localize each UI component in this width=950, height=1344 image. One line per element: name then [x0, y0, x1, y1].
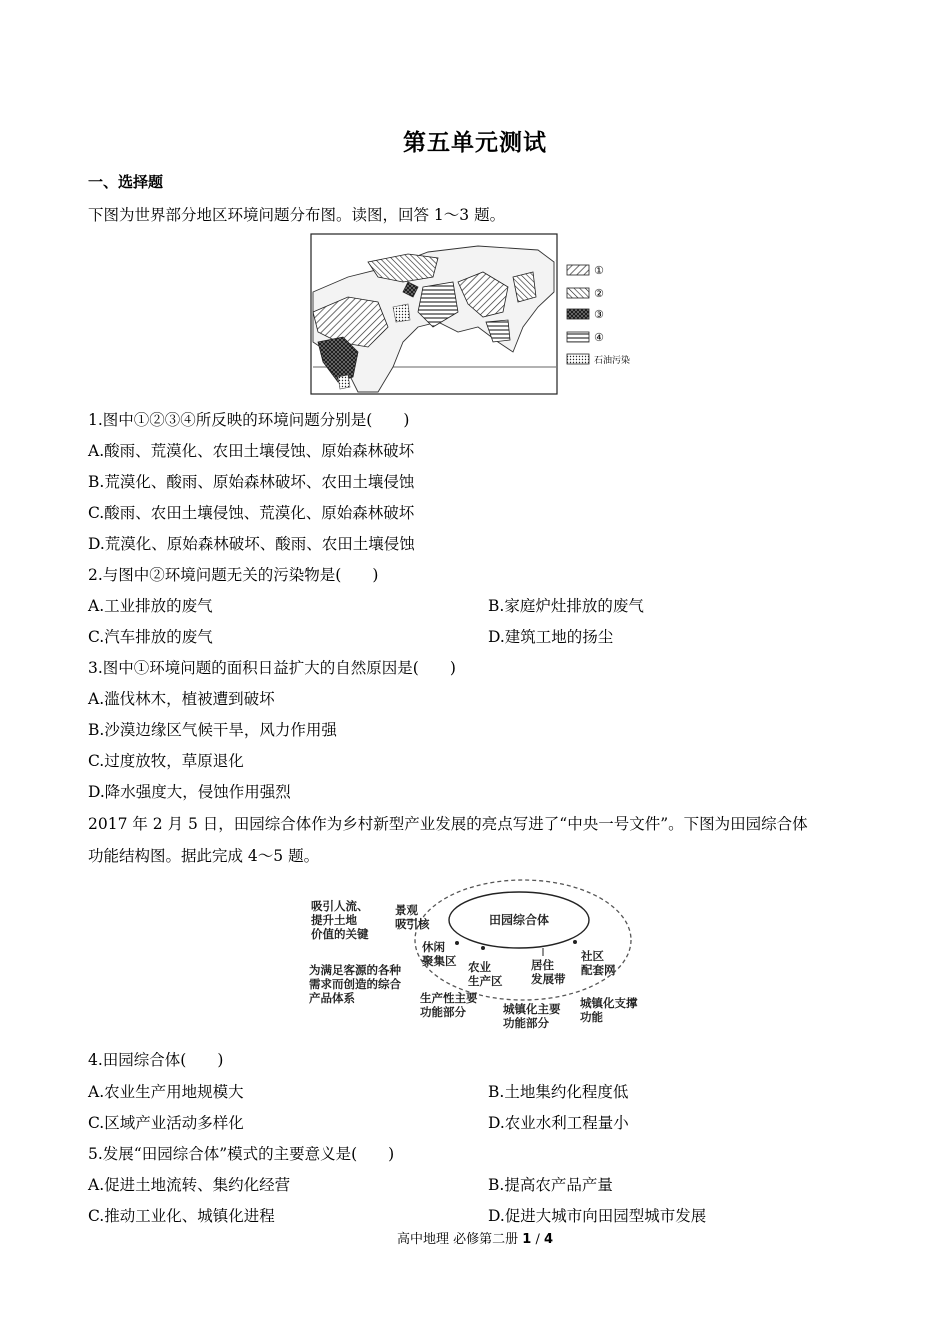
- q5-stem: 5.发展“田园综合体”模式的主要意义是( ): [88, 1145, 395, 1163]
- node-juzhu-line-2: 发展带: [531, 972, 566, 986]
- section-heading: 一、选择题: [88, 173, 164, 191]
- q3-option-b: B.沙漠边缘区气候干旱，风力作用强: [88, 721, 337, 739]
- left-note-1-line-1: 吸引人流、: [311, 899, 369, 913]
- legend-label-1: ①: [594, 264, 604, 277]
- intro-text-2-line-1: 2017 年 2 月 5 日，田园综合体作为乡村新型产业发展的亮点写进了“中央一号文件”。下图为田园综合体: [88, 815, 808, 833]
- left-note-2-line-3: 产品体系: [309, 991, 355, 1005]
- q2-option-d: D.建筑工地的扬尘: [488, 628, 614, 646]
- footer-page-total: 4: [543, 1232, 554, 1247]
- q3-option-a: A.滥伐林木，植被遭到破坏: [88, 690, 275, 708]
- legend-label-oil: 石油污染: [594, 356, 631, 366]
- q5-option-b: B.提高农产品产量: [488, 1176, 613, 1194]
- intro-text-2-line-2: 功能结构图。据此完成 4～5 题。: [88, 847, 320, 865]
- footer-text: 高中地理 必修第二册: [396, 1232, 519, 1247]
- q2-option-b: B.家庭炉灶排放的废气: [488, 597, 644, 615]
- left-note-1-line-3: 价值的关键: [311, 927, 369, 941]
- node-xiuxian-line-2: 聚集区: [422, 954, 457, 968]
- q2-option-c: C.汽车排放的废气: [88, 628, 213, 646]
- q4-option-a: A.农业生产用地规模大: [88, 1083, 244, 1101]
- page-footer: [0, 1228, 950, 1247]
- left-note-1-line-2: 提升土地: [311, 913, 357, 927]
- center-label: 田园综合体: [488, 913, 550, 927]
- q4-option-d: D.农业水利工程量小: [488, 1114, 629, 1132]
- bottom-note-3-line-1: 城镇化支撑: [580, 996, 638, 1010]
- bottom-note-1-line-1: 生产性主要: [420, 991, 478, 1005]
- node-juzhu-line-1: 居住: [531, 958, 554, 972]
- q5-option-c: C.推动工业化、城镇化进程: [88, 1207, 275, 1225]
- bottom-note-3-line-2: 功能: [580, 1010, 603, 1024]
- legend-label-2: ②: [594, 287, 604, 300]
- map-legend: [567, 264, 630, 366]
- legend-label-4: ④: [594, 331, 604, 344]
- q5-option-a: A.促进土地流转、集约化经营: [88, 1176, 291, 1194]
- q1-option-c: C.酸雨、农田土壤侵蚀、荒漠化、原始森林破坏: [88, 504, 415, 522]
- world-environment-map: [308, 232, 650, 398]
- bottom-note-1-line-2: 功能部分: [420, 1005, 466, 1019]
- function-structure-diagram: [305, 876, 650, 1038]
- q3-option-d: D.降水强度大，侵蚀作用强烈: [88, 783, 291, 801]
- footer-separator: /: [535, 1232, 540, 1247]
- q3-stem: 3.图中①环境问题的面积日益扩大的自然原因是( ): [88, 659, 456, 677]
- intro-text-1: 下图为世界部分地区环境问题分布图。读图，回答 1～3 题。: [88, 206, 506, 224]
- q2-option-a: A.工业排放的废气: [88, 597, 213, 615]
- node-jingguan-line-2: 吸引核: [395, 917, 430, 931]
- left-note-2-line-2: 需求而创造的综合: [309, 977, 401, 991]
- bottom-note-2-line-2: 功能部分: [503, 1016, 549, 1030]
- footer-page-number: 1: [522, 1232, 532, 1247]
- bottom-note-2-line-1: 城镇化主要: [503, 1002, 561, 1016]
- q1-option-a: A.酸雨、荒漠化、农田土壤侵蚀、原始森林破坏: [88, 442, 415, 460]
- legend-label-3: ③: [594, 308, 604, 321]
- page-title: 第五单元测试: [403, 130, 547, 156]
- node-nongye-line-2: 生产区: [468, 974, 503, 988]
- q4-stem: 4.田园综合体( ): [88, 1051, 224, 1069]
- q4-option-b: B.土地集约化程度低: [488, 1083, 629, 1101]
- q3-option-c: C.过度放牧，草原退化: [88, 752, 244, 770]
- q2-stem: 2.与图中②环境问题无关的污染物是( ): [88, 566, 379, 584]
- node-xiuxian-line-1: 休闲: [422, 940, 445, 954]
- q1-option-b: B.荒漠化、酸雨、原始森林破坏、农田土壤侵蚀: [88, 473, 415, 491]
- q4-option-c: C.区域产业活动多样化: [88, 1114, 244, 1132]
- node-jingguan-line-1: 景观: [395, 903, 418, 917]
- node-nongye-line-1: 农业: [468, 960, 491, 974]
- node-shequ-line-2: 配套网: [581, 963, 616, 977]
- q1-option-d: D.荒漠化、原始森林破坏、酸雨、农田土壤侵蚀: [88, 535, 415, 553]
- node-shequ-line-1: 社区: [581, 949, 604, 963]
- left-note-2-line-1: 为满足客源的各种: [309, 963, 401, 977]
- q5-option-d: D.促进大城市向田园型城市发展: [488, 1207, 707, 1225]
- q1-stem: 1.图中①②③④所反映的环境问题分别是( ): [88, 411, 410, 429]
